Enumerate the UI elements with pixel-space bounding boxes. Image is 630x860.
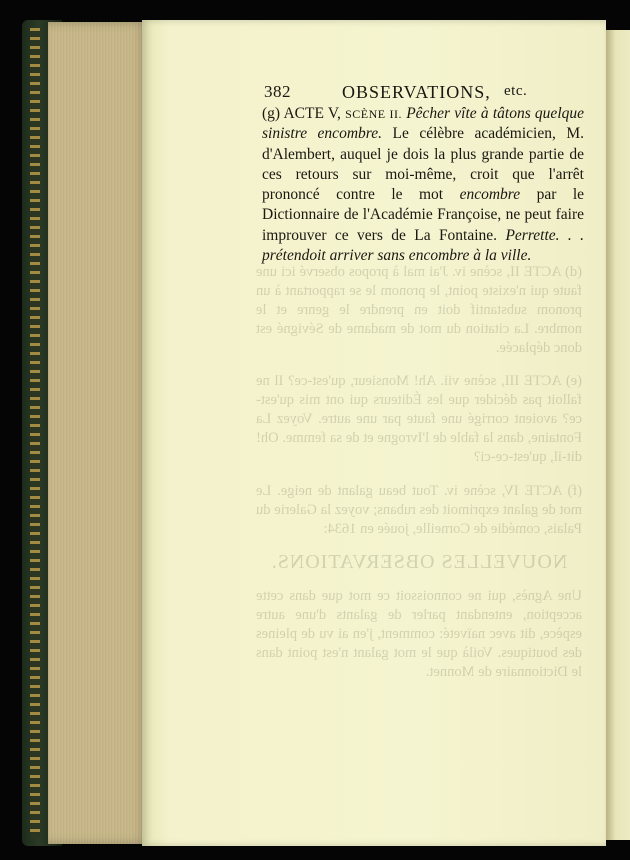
bleed-section-head: NOUVELLES OBSERVATIONS.: [270, 551, 568, 573]
bleed-paragraph: (e) ACTE III, scène vii. Ah! Monsieur, qu'est-ce? Il ne falloit pas décider que les Éditeurs qui ont mis qu'est-ce? avoient corrigé une faute par une autre. Voyez La Fontaine, dans la fable de l'Ivrogne et de sa femme. Oh! dit-il, qu'est-ce-ci?: [256, 373, 582, 465]
note-text: par le Dictionnaire de l'Académie Françoise, ne peut faire improuver ce vers de La Fontaine.: [262, 186, 585, 244]
note-marker: (g): [262, 105, 281, 122]
page-edges: [48, 22, 148, 844]
note-act: ACTE V,: [283, 105, 341, 122]
note-word: encombre: [459, 186, 521, 204]
bleed-paragraph: Une Agnès, qui ne connoissoit ce mot que dans cette acception, entendant parler de galants d'une autre espèce, dit avec naïveté: comment, j'en ai vu de pleines des boutiques. Voilà que le mot galant n'est point dans le Dictionnaire de Monnet.: [256, 587, 582, 680]
gilt-ornament: [30, 28, 40, 838]
running-title: OBSERVATIONS,: [342, 82, 491, 102]
bleed-paragraph: (d) ACTE II, scène iv. J'ai mal à propos observé ici une faute qui n'existe point, le pronom le se rapportant à un pronom substantif doit en prendre le genre et le nombre. La citation du mot de madame de Sévigné est donc déplacée.: [256, 263, 582, 356]
note-g: [262, 104, 584, 266]
note-quote: Pêcher vîte à tâtons quelque sinistre encombre.: [262, 105, 584, 143]
running-title-etc: etc.: [504, 83, 528, 99]
page-number: 382: [264, 82, 291, 101]
note-quote: Perrette. . . prétendoit arriver sans encombre à la ville.: [262, 226, 584, 265]
bleed-paragraph: (f) ACTE IV, scène iv. Tout beau galant de neige. Le mot de galant exprimoit des rubans; voyez la Galerie du Palais, comédie de Corneille, jouée en 1634:: [256, 482, 582, 537]
note-text: Le célèbre académicien, M. d'Alembert, auquel je dois la plus grande partie de ces retours sur moi-même, croit que l'arrêt prononcé contre le mot: [262, 125, 585, 204]
note-scene: SCÈNE II.: [345, 107, 402, 121]
facing-page-edge: [606, 30, 630, 840]
